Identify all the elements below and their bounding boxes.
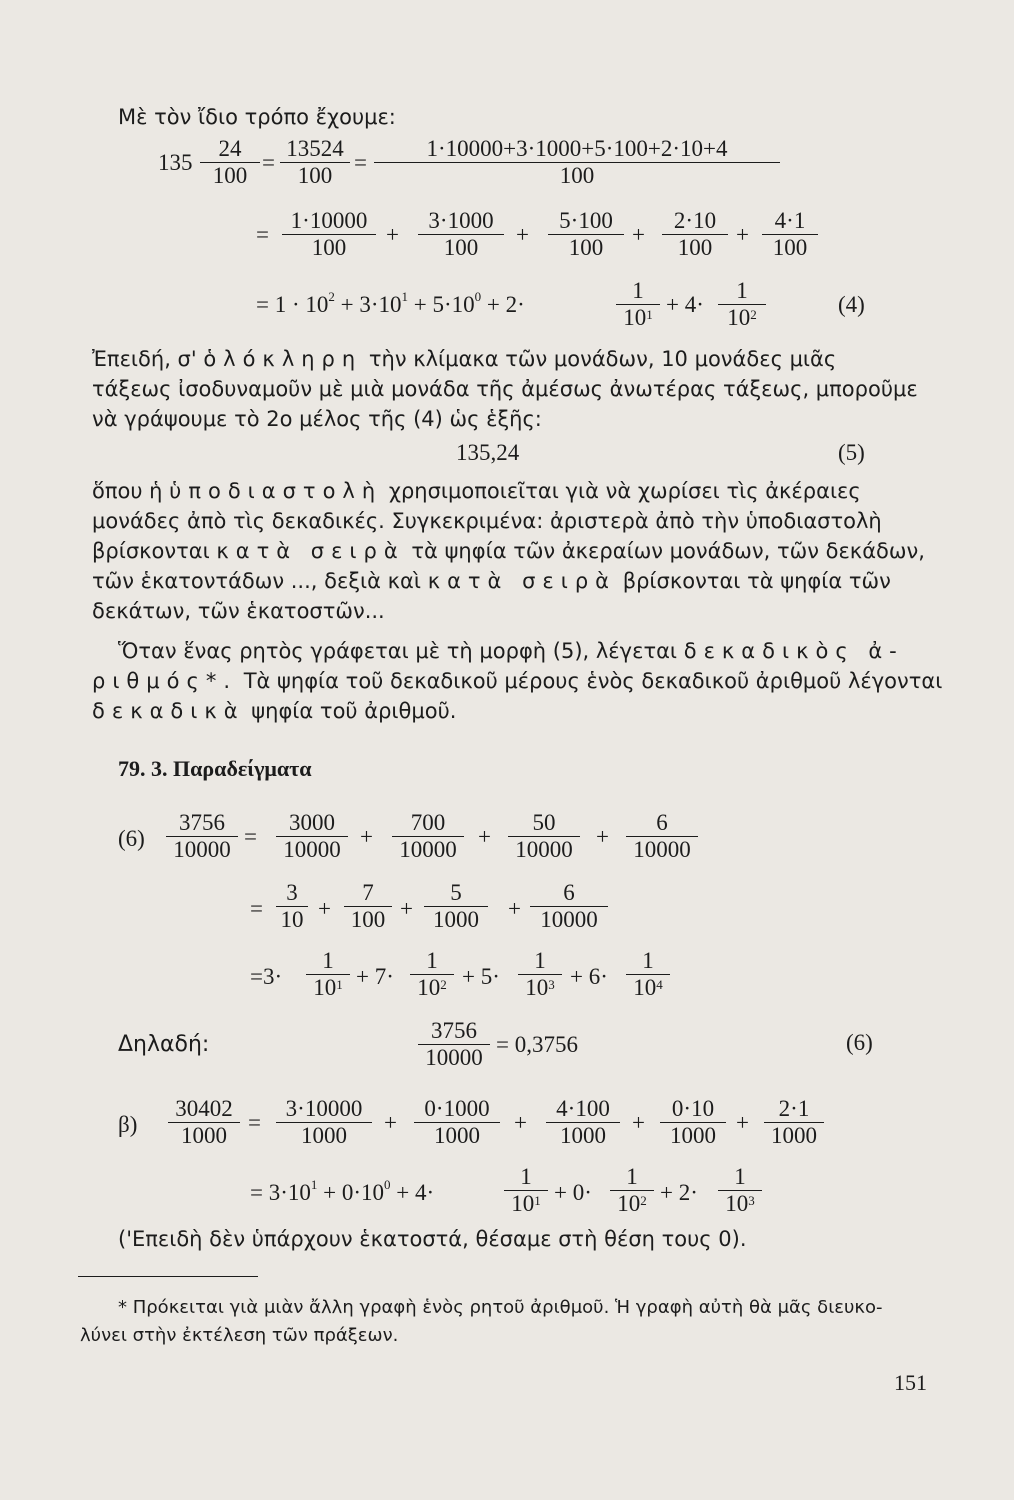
eq3-plus4: + 4· [666,292,704,317]
eq2-term3: $\frac{5\cdot 100}{100}$ [548,208,624,261]
ex-a-r3-prefix: =3· [250,964,283,989]
plus-sign: + [516,222,529,247]
para2-line2: μονάδες ἀπὸ τὶς δεκαδικές. Συγκεκριμένα: ἀριστερὰ ἀπὸ τὴν ὑποδιαστολὴ [92,509,882,533]
ex-a-r2-frac1: $\frac{3}{10}$ [276,880,308,933]
footnote-rule [78,1276,258,1277]
plus-sign: + [508,896,521,921]
ex-a-r1-frac2: $\frac{3000}{10000}$ [276,810,348,863]
eq2-term5: $\frac{4\cdot 1}{100}$ [762,208,818,261]
plus-sign: + [318,896,331,921]
eq-sign: = [248,1110,261,1135]
plus-sign: + [514,1110,527,1135]
eq-sign: = [354,150,367,175]
para3-line3: δεκαδικὰ ψηφία τοῦ ἀριθμοῦ. [92,699,457,723]
eq3-frac2: $\frac{1}{10^2}$ [718,278,766,331]
plus-sign: + [360,824,373,849]
ex-b-r1-frac1: $\frac{30402}{1000}$ [168,1096,240,1149]
ex-a-delad: Δηλαδή: [118,1032,210,1057]
plus-sign: + [386,222,399,247]
intro-text: Μὲ τὸν ἴδιο τρόπο ἔχουμε: [118,105,396,129]
ex-b-r1-frac6: $\frac{2\cdot 1}{1000}$ [764,1096,824,1149]
para2-line1: ὅπου ἡ ὑποδιαστολὴ χρησιμοποιεῖται γιὰ νὰ χωρίσει τὶς ἀκέραιες [92,479,861,503]
plus-sign: + [632,1110,645,1135]
ex-b-r2-frac2: $\frac{1}{10^2}$ [610,1164,654,1217]
eq-sign: = [256,222,269,247]
ex-a-r2-frac4: $\frac{6}{10000}$ [530,880,608,933]
plus-sign: + [478,824,491,849]
ex-b-label: β) [118,1112,138,1137]
eq3-terms: = $1 \cdot 10^2 + 3\cdot 10^1 + 5\cdot 10^0 + 2\cdot$ [256,289,525,317]
eq1-frac2: $\frac{13524}{100}$ [280,136,350,189]
section-heading: 79. 3. Παραδείγματα [118,756,312,781]
eq-sign: = [250,896,263,921]
ex-a-r3-frac1: $\frac{1}{10^1}$ [306,948,350,1001]
eq2-term2: $\frac{3\cdot 1000}{100}$ [418,208,504,261]
para1-line1: Ἐπειδή, σ' ὁλόκληρη τὴν κλίμακα τῶν μονάδων, 10 μονάδες μιᾶς [92,347,837,371]
para3-line2: ριθμός*. Τὰ ψηφία τοῦ δεκαδικοῦ μέρους ἑνὸς δεκαδικοῦ ἀριθμοῦ λέγονται [92,669,943,693]
ex-b-r2-plus0: + 0· [554,1180,592,1205]
ex-b-r2-terms: = $3\cdot 10^1 + 0\cdot 10^0 + 4\cdot$ [250,1177,435,1205]
footnote-line2: λύνει στὴν ἐκτέλεση τῶν πράξεων. [80,1325,399,1346]
ex-b-r1-frac5: $\frac{0\cdot 10}{1000}$ [660,1096,726,1149]
eq-sign: = [262,150,275,175]
ex-a-r3-frac2: $\frac{1}{10^2}$ [410,948,454,1001]
ex-a-label: (6) [118,826,145,851]
ex-b-r2-plus2: + 2· [660,1180,698,1205]
eq2-term1: $\frac{1\cdot 10000}{100}$ [282,208,376,261]
plus-sign: + [736,1110,749,1135]
plus-sign: + [384,1110,397,1135]
plus-sign: + [596,824,609,849]
para1-line3: νὰ γράψουμε τὸ 2ο μέλος τῆς (4) ὡς ἑξῆς: [92,407,542,431]
ex-a-result-value: = 0,3756 [496,1032,578,1057]
ex-b-r1-frac4: $\frac{4\cdot 100}{1000}$ [546,1096,620,1149]
ex-b-r2-frac3: $\frac{1}{10^3}$ [718,1164,762,1217]
eq1-int: 135 [158,150,193,175]
eq5-label: (5) [838,440,865,465]
eq4-label: (4) [838,292,865,317]
eq5-value: 135,24 [456,440,520,465]
para2-line4: τῶν ἑκατοντάδων ..., δεξιὰ καὶ κατὰ σειρὰ βρίσκονται τὰ ψηφία τῶν [92,569,891,593]
ex-a-r3-plus7: + 7· [356,964,394,989]
ex-b-r2-frac1: $\frac{1}{10^1}$ [504,1164,548,1217]
ex-a-r3-frac3: $\frac{1}{10^3}$ [518,948,562,1001]
ex-a-r3-plus6: + 6· [570,964,608,989]
ex-a-result-frac: $\frac{3756}{10000}$ [418,1018,490,1071]
plus-sign: + [400,896,413,921]
plus-sign: + [736,222,749,247]
ex-a-r3-frac4: $\frac{1}{10^4}$ [626,948,670,1001]
para3-line1: Ὅταν ἕνας ρητὸς γράφεται μὲ τὴ μορφὴ (5), λέγεται δεκαδικὸς ἀ- [118,639,904,663]
plus-sign: + [632,222,645,247]
eq6-label: (6) [846,1030,873,1055]
eq1-frac1: $\frac{24}{100}$ [200,136,260,189]
ex-a-r1-frac1: $\frac{3756}{10000}$ [166,810,238,863]
eq2-term4: $\frac{2\cdot 10}{100}$ [662,208,728,261]
ex-a-r1-frac5: $\frac{6}{10000}$ [626,810,698,863]
eq-sign: = [244,824,257,849]
para1-line2: τάξεως ἰσοδυναμοῦν μὲ μιὰ μονάδα τῆς ἀμέσως ἀνωτέρας τάξεως, μποροῦμε [92,377,918,401]
ex-a-r2-frac2: $\frac{7}{100}$ [344,880,392,933]
ex-a-r2-frac3: $\frac{5}{1000}$ [424,880,488,933]
page-number: 151 [894,1370,927,1395]
ex-b-note: ('Επειδὴ δὲν ὑπάρχουν ἑκατοστά, θέσαμε στὴ θέση τους 0). [118,1227,747,1251]
eq3-frac1: $\frac{1}{10^1}$ [616,278,660,331]
ex-a-r3-plus5: + 5· [462,964,500,989]
ex-b-r1-frac2: $\frac{3\cdot 10000}{1000}$ [276,1096,372,1149]
para2-line5: δεκάτων, τῶν ἑκατοστῶν... [92,599,385,623]
ex-a-r1-frac4: $\frac{50}{10000}$ [508,810,580,863]
footnote-line1: * Πρόκειται γιὰ μιὰν ἄλλη γραφὴ ἑνὸς ρητοῦ ἀριθμοῦ. Ἡ γραφὴ αὐτὴ θὰ μᾶς διευκο- [118,1297,883,1318]
para2-line3: βρίσκονται κατὰ σειρὰ τὰ ψηφία τῶν ἀκεραίων μονάδων, τῶν δεκάδων, [92,539,925,563]
ex-b-r1-frac3: $\frac{0\cdot 1000}{1000}$ [414,1096,500,1149]
eq1-frac3: $\frac{1\cdot 10000+3\cdot 1000+5\cdot 100+2\cdot 10+4}{100}$ [374,136,780,189]
ex-a-r1-frac3: $\frac{700}{10000}$ [392,810,464,863]
